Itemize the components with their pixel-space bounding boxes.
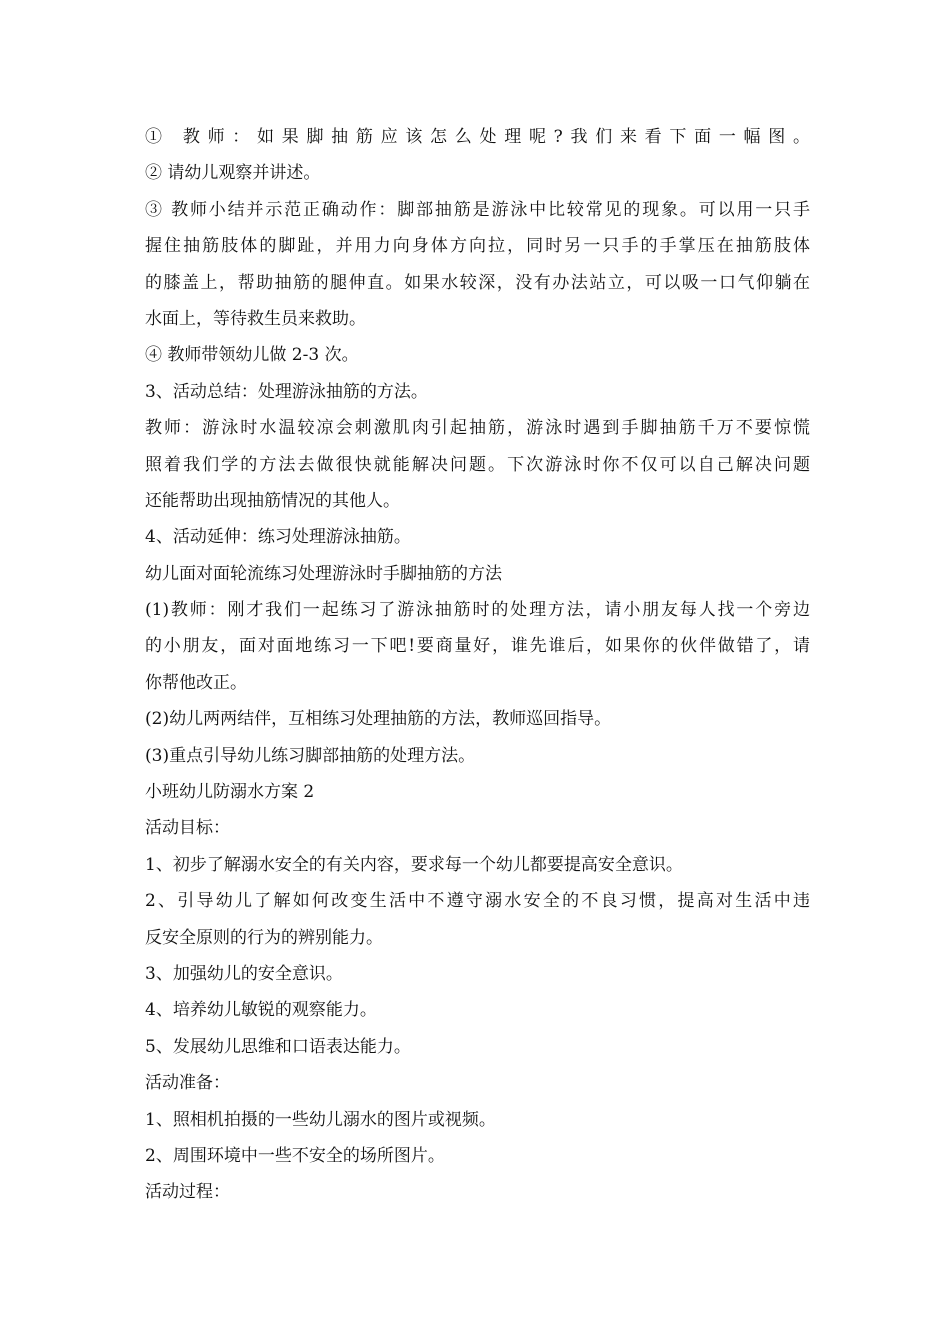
text-line: 幼儿面对面轮流练习处理游泳时手脚抽筋的方法	[145, 563, 502, 584]
text-line: 活动准备：	[145, 1073, 230, 1094]
text-line: 的膝盖上，帮助抽筋的腿伸直。如果水较深，没有办法站立，可以吸一口气仰躺在	[145, 272, 810, 293]
document-body	[145, 119, 810, 1211]
text-line: 握住抽筋肢体的脚趾，并用力向身体方向拉，同时另一只手的手掌压在抽筋肢体	[145, 236, 810, 257]
section-heading: 小班幼儿防溺水方案 2	[145, 782, 315, 803]
text-line: ③ 教师小结并示范正确动作：脚部抽筋是游泳中比较常见的现象。可以用一只手	[145, 199, 810, 220]
text-line: 1、照相机拍摄的一些幼儿溺水的图片或视频。	[145, 1109, 496, 1130]
text-line: (3)重点引导幼儿练习脚部抽筋的处理方法。	[145, 745, 476, 766]
text-line: (1)教师：刚才我们一起练习了游泳抽筋时的处理方法，请小朋友每人找一个旁边	[145, 600, 810, 621]
text-line: 5、发展幼儿思维和口语表达能力。	[145, 1036, 411, 1057]
text-line: 教师：游泳时水温较凉会刺激肌肉引起抽筋，游泳时遇到手脚抽筋千万不要惊慌	[145, 418, 810, 439]
text-line: 1、初步了解溺水安全的有关内容，要求每一个幼儿都要提高安全意识。	[145, 854, 683, 875]
text-line: 活动目标：	[145, 818, 230, 839]
text-line: 水面上，等待救生员来救助。	[145, 308, 366, 329]
text-line: ① 教师：如果脚抽筋应该怎么处理呢?我们来看下面一幅图。	[145, 127, 810, 147]
text-line: 还能帮助出现抽筋情况的其他人。	[145, 490, 400, 511]
text-line: 2、周围环境中一些不安全的场所图片。	[145, 1145, 445, 1166]
text-line: 活动过程：	[145, 1182, 230, 1203]
text-line: 的小朋友，面对面地练习一下吧!要商量好，谁先谁后，如果你的伙伴做错了，请	[145, 636, 810, 657]
text-line: 你帮他改正。	[145, 672, 247, 693]
text-line: 4、活动延伸：练习处理游泳抽筋。	[145, 527, 411, 548]
text-line: 4、培养幼儿敏锐的观察能力。	[145, 1000, 377, 1021]
text-line: 照着我们学的方法去做很快就能解决问题。下次游泳时你不仅可以自己解决问题	[145, 454, 810, 475]
text-line: ② 请幼儿观察并讲述。	[145, 163, 321, 184]
text-line: (2)幼儿两两结伴，互相练习处理抽筋的方法，教师巡回指导。	[145, 709, 612, 730]
text-line: 反安全原则的行为的辨别能力。	[145, 927, 383, 948]
text-line: 3、加强幼儿的安全意识。	[145, 963, 343, 984]
text-line: ④ 教师带领幼儿做 2-3 次。	[145, 345, 359, 366]
text-line: 3、活动总结：处理游泳抽筋的方法。	[145, 381, 428, 402]
text-line: 2、引导幼儿了解如何改变生活中不遵守溺水安全的不良习惯，提高对生活中违	[145, 891, 810, 912]
